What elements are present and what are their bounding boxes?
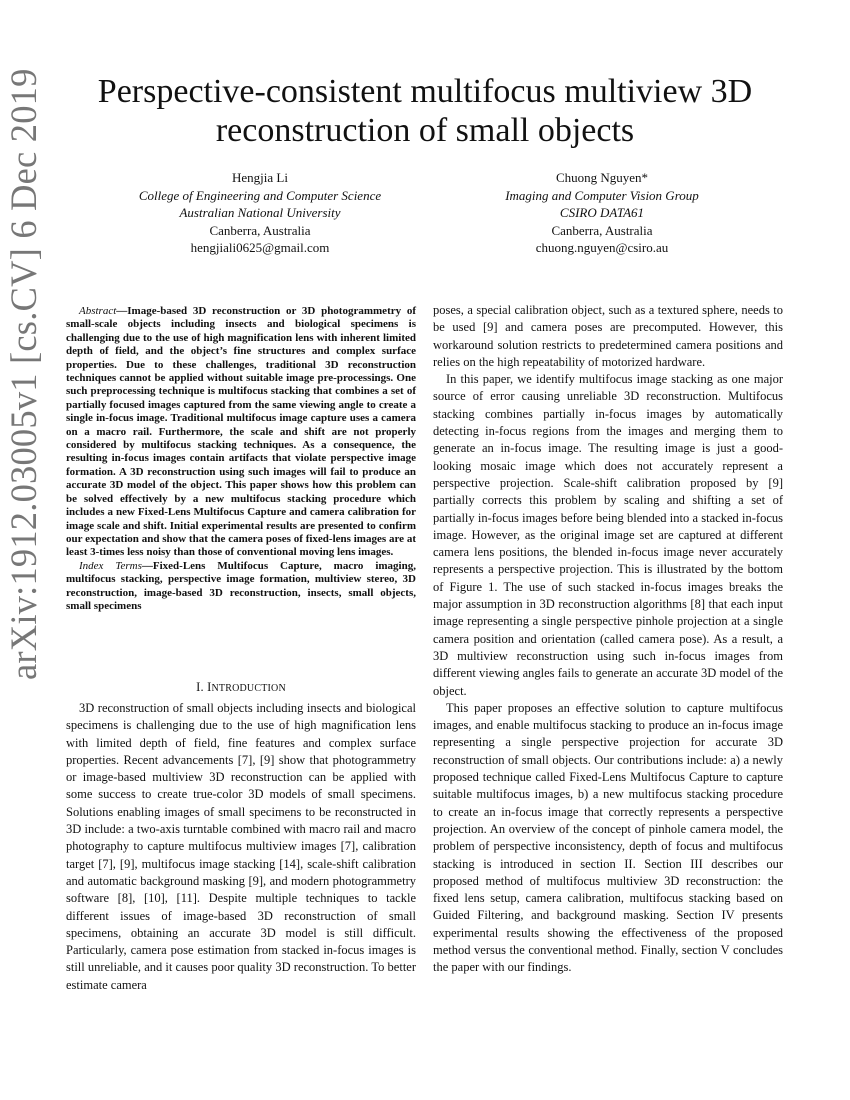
section-title-rest: NTRODUCTION — [211, 683, 286, 694]
abstract-block — [66, 305, 416, 613]
body-paragraph: poses, a special calibration object, such as a textured sphere, needs to be used [9] and camera poses are precomputed. However, this workaround solution restricts to predetermined camera positions and relies on the high repeatability of motorized hardware. — [433, 303, 783, 369]
body-paragraph: This paper proposes an effective solution to capture multifocus images, and enable multifocus stacking to produce an in-focus image representing a single perspective projection for accurate 3D reconstruction of small objects. Our contributions include: a) a newly proposed technique called Fixed-Lens Multifocus Capture to capture suitable multifocus images, b) a new multifocus stacking procedure to create an in-focus image that correctly represents a perspective projection. An overview of the concept of pinhole camera model, the problem of perspective inconsistency, depth of focus and multifocus stacking is introduced in section II. Section III describes our proposed method of multifocus multiview 3D reconstruction: the fixed lens setup, camera calibration, multifocus stacking based on Guided Filtering, and background masking. Section IV presents experimental results showing the effectiveness of the proposed method versus the conventional method. Finally, section V concludes the paper with our findings. — [433, 700, 783, 975]
abstract-text: —Image-based 3D reconstruction or 3D photogrammetry of small-scale objects including insects and biological specimens is challenging due to the use of high magnification lens with inherent limited depth of field, and the object’s fine structures and complex surface properties. Due to these challenges, traditional 3D reconstruction techniques cannot be applied without suitable image pre-processings. One such preprocessing technique is multifocus stacking that combines a set of partially focused images captured from the same viewing angle to create a single in-focus image. Traditional multifocus image capture uses a camera on a macro rail. Furthermore, the scale and shift are not properly considered by multifocus stacking techniques. As a consequence, the resulting in-focus images contain artifacts that violate perspective image formation. A 3D reconstruction using such images will fail to produce an accurate 3D model of the object. This paper shows how this problem can be solved effectively by a new multifocus stacking procedure which includes a new Fixed-Lens Multifocus Capture and camera calibration for image scale and shift. Initial experimental results are presented to confirm our expectation and show that the camera poses of fixed-lens images are at least 3-times less noisy than those of conventional moving lens images. — [66, 305, 416, 559]
index-terms-label: Index Terms — [79, 559, 142, 572]
index-terms-text: —Fixed-Lens Multifocus Capture, macro imaging, multifocus stacking, perspective image formation, multiview stereo, 3D reconstruction, image-based 3D reconstruction, insects, small objects, small specimens — [66, 559, 416, 612]
author-email: hengjiali0625@gmail.com — [190, 240, 330, 255]
author-dept: Imaging and Computer Vision Group — [505, 187, 699, 203]
paper-title: Perspective-consistent multifocus multiview 3D reconstruction of small objects — [97, 73, 753, 149]
author-location: Canberra, Australia — [551, 222, 653, 238]
author-institution: CSIRO DATA61 — [559, 205, 645, 220]
author-name: Hengjia Li — [232, 170, 288, 185]
author-block-1 — [100, 169, 420, 257]
author-name: Chuong Nguyen* — [555, 170, 649, 185]
author-block-2 — [442, 169, 762, 257]
abstract-label: Abstract — [79, 305, 117, 317]
intro-left-column — [66, 700, 416, 994]
author-location: Canberra, Australia — [209, 222, 311, 238]
author-dept: College of Engineering and Computer Science — [138, 187, 382, 203]
right-column — [433, 302, 783, 977]
section-number: I. — [196, 680, 208, 694]
index-terms-paragraph — [66, 560, 416, 614]
body-paragraph: 3D reconstruction of small objects including insects and biological specimens is challenging due to the use of high magnification lens with limited depth of field, fine features and complex surface properties. Recent advancements [7], [9] show that photogrammetry or image-based multiview 3D reconstruction can be applied with some success to create true-color 3D models of small specimens. Solutions enabling images of small specimens to be reconstructed in 3D include: a two-axis turntable combined with macro rail and macro photography to capture multifocus multiview images [7], calibration target [7], [9], multifocus image stacking [14], scale-shift calibration and automatic background masking [9], and modern photogrammetry software [8], [10], [11]. Despite multiple techniques to tackle different issues of image-based 3D reconstruction of small specimens, obtaining an accurate 3D model is still difficult. Particularly, camera pose estimation from stacked in-focus images is still unreliable, and it causes poor quality 3D reconstruction. To better estimate camera — [66, 701, 416, 992]
author-institution: Australian National University — [179, 205, 341, 220]
abstract-paragraph — [66, 305, 416, 560]
body-paragraph: In this paper, we identify multifocus image stacking as one major source of error causing unreliable 3D reconstruction. Multifocus stacking combines partially in-focus images by automatically detecting in-focus regions from the images and merging them to generate an in-focus image. The resulting image is just a good-looking mosaic image which does not accurately represent a perspective projection. Scale-shift calibration proposed by [9] partially corrects this problem by scaling and shifting a set of partially in-focus images before being blended into a stacked in-focus image. However, as the original image set are captured at different camera lens positions, the blended in-focus image never accurately represents a perspective projection. This is illustrated by the bottom of Figure 1. The use of such stacked in-focus images breaks the major assumption in 3D reconstruction algorithms [8] that each input image representing a single perspective pinhole projection at a single camera position and orientation (called camera pose). As a result, a 3D multiview reconstruction using such in-focus images from different viewing angles fails to generate an accurate 3D model of the object. — [433, 372, 783, 698]
section-heading-introduction — [66, 680, 416, 695]
section-title-initial: I — [207, 680, 212, 694]
arxiv-id-text: arXiv:1912.03005v1 [cs.CV] 6 Dec 2019 — [3, 68, 44, 680]
author-email: chuong.nguyen@csiro.au — [535, 240, 669, 255]
